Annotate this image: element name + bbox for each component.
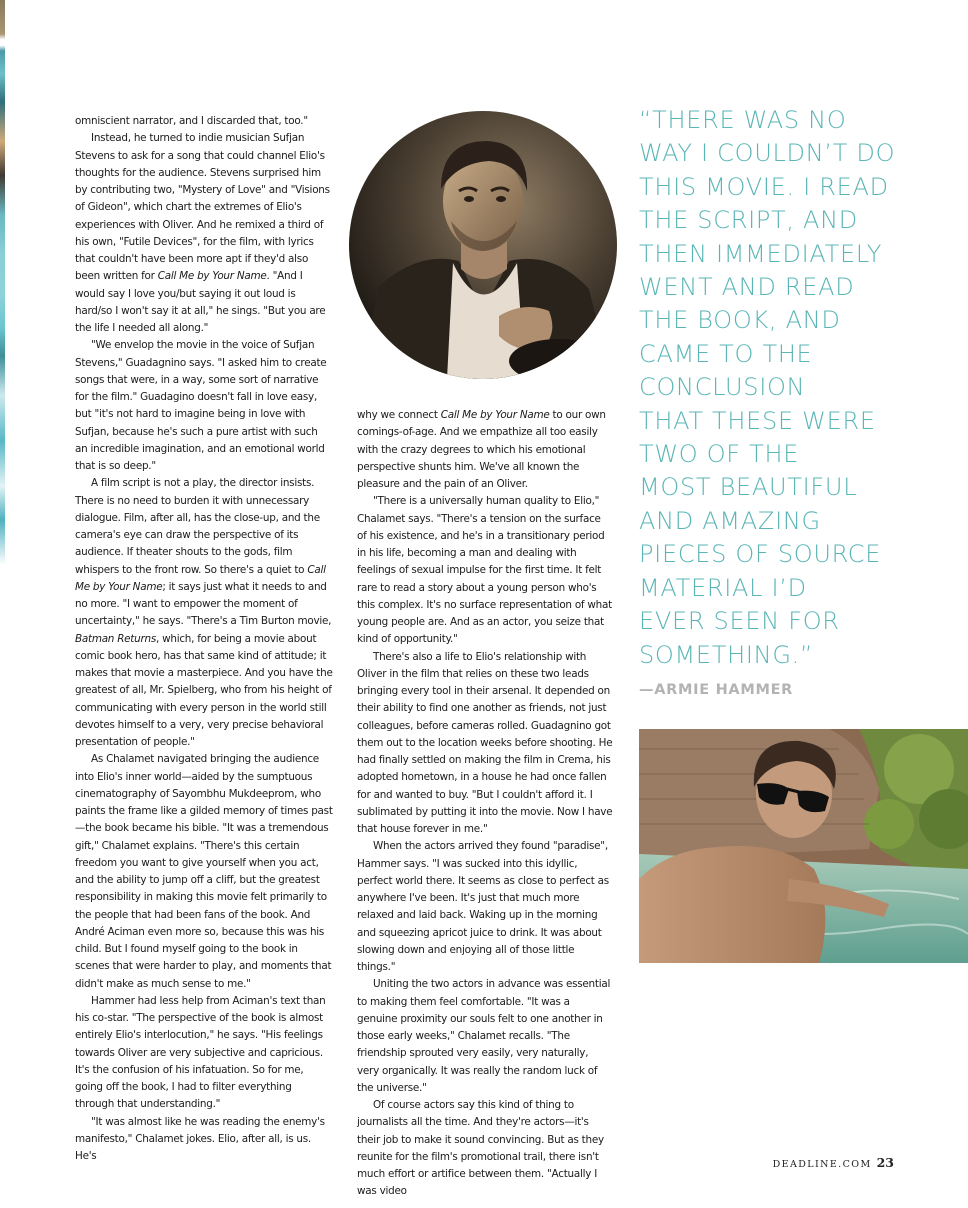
article-column-middle <box>357 407 613 1201</box>
pull-quote-line: THE SCRIPT, AND <box>639 206 858 235</box>
paragraph: Uniting the two actors in advance was essential to making them feel comfortable. "It was a genuine proximity our souls felt to one another in those early weeks," Chalamet recalls. "The friendship sprouted very easily, very naturally, very organically. It was really the random luck of the universe." <box>357 978 611 1094</box>
pull-quote-line: WAY I COULDN’T DO <box>639 139 896 168</box>
folio-site: DEADLINE.COM <box>772 1159 872 1170</box>
pull-quote-line: THE BOOK, AND <box>639 306 841 335</box>
article-column-left <box>75 113 333 1165</box>
pull-quote-line: EVER SEEN FOR <box>639 607 840 636</box>
pull-quote-line: PIECES OF SOURCE <box>639 540 882 569</box>
portrait-illustration <box>349 111 617 379</box>
pull-quote-line: “THERE WAS NO <box>639 106 847 134</box>
pull-quote-line: TWO OF THE <box>639 440 800 469</box>
pull-quote-line: WENT AND READ <box>639 273 855 302</box>
pull-quote-line: THEN IMMEDIATELY <box>639 239 883 268</box>
paragraph: As Chalamet navigated bringing the audience into Elio's inner world—aided by the sumptuous cinematography of Sayombhu Mukdeeprom, who paints the frame like a gilded memory of times past—the book became his bible. "It was a tremendous gift," Chalamet explains. "There's this certain freedom you want to give yourself when you act, and the ability to jump off a cliff, but the greatest responsibility in making this movie felt primarily to the people that had been fans of the book. And André Aciman even more so, because this was his child. But I found myself going to the book in scenes that were harder to play, and moments that didn't make as much sense to me." <box>75 753 333 990</box>
pull-quote-line: MATERIAL I’D <box>639 573 807 602</box>
paragraph: "It was almost like he was reading the enemy's manifesto," Chalamet jokes. Elio, after all, is us. He's <box>75 1115 325 1162</box>
paragraph: "There is a universally human quality to Elio," Chalamet says. "There's a tension on the surface of his existence, and he's in a transitionary period in his life, becoming a man and dealing with feelings of sexual impulse for the first time. It felt rare to read a story about a young person who's this complex. It's no surface representation of what young people are. And as an actor, you seize that kind of opportunity." <box>357 495 612 646</box>
pull-quote-line: SOMETHING.” <box>639 640 814 669</box>
pull-quote-line: MOST BEAUTIFUL <box>639 473 858 502</box>
portrait-photo-circle <box>349 111 617 379</box>
pull-quote-line: AND AMAZING <box>639 506 821 535</box>
pull-quote-line: CONCLUSION <box>639 373 806 402</box>
pull-quote <box>639 104 939 672</box>
paragraph: Hammer had less help from Aciman's text than his co-star. "The perspective of the book is almost entirely Elio's interlocution," he says. "His feelings towards Oliver are very subjective and capricious. It's the confusion of his infatuation. So for me, going off the book, I had to filter everything through that understanding." <box>75 994 326 1111</box>
paragraph: "We envelop the movie in the voice of Sufjan Stevens," Guadagnino says. "I asked him to create songs that were, in a way, some sort of narrative for the film." Guadagino doesn't fall in love easy, but "it's not hard to imagine being in love with Sufjan, because he's such a pure artist with such an incredible imagination, and an emotional world that is so deep." <box>75 339 327 472</box>
pull-quote-line: CAME TO THE <box>639 339 813 368</box>
paragraph: omniscient narrator, and I discarded that, too." <box>75 115 308 127</box>
paragraph: When the actors arrived they found "paradise", Hammer says. "I was sucked into this idyllic, perfect world there. It seems as close to perfect as anywhere I've been. It's just that much more relaxed and laid back. Waking up in the morning and squeezing apricot juice to drink. It was about slowing down and enjoying all of those little things." <box>357 840 609 973</box>
paragraph: A film script is not a play, the director insists. There is no need to burden it with unnecessary dialogue. Film, after all, has the close-up, and the camera's eye can draw the perspective of its audience. If theater shouts to the gods, film whispers to the front row. So there's a quiet to Call Me by Your Name; it says just what it needs to and no more. "I want to empower the moment of uncertainty," he says. "There's a Tim Burton movie, Batman Returns, which, for being a movie about comic book hero, has that same kind of attitude; it makes that movie a masterpiece. And you have the greatest of all, Mr. Spielberg, who from his height of communicating with every person in the world still devotes himself to a very, very precise behavioral presentation of people." <box>75 477 333 748</box>
pool-photo <box>639 729 968 963</box>
folio <box>773 1152 894 1171</box>
paragraph: Instead, he turned to indie musician Sufjan Stevens to ask for a song that could channel Elio's thoughts for the audience. Stevens surprised him by contributing two, "Mystery of Love" and "Visions of Gideon", which chart the extremes of Elio's experiences with Oliver. And he remixed a third of his own, "Futile Devices", for the film, with lyrics that couldn't have been more apt if they'd also been written for Call Me by Your Name. "And I would say I love you/but saying it out loud is hard/so I won't say it at all," he sings. "But you are the life I needed all along." <box>75 132 330 334</box>
page-number: 23 <box>876 1155 894 1170</box>
pull-quote-line: THAT THESE WERE <box>639 406 876 435</box>
paragraph: why we connect Call Me by Your Name to our own comings-of-age. And we empathize all too easily with the crazy degrees to which his emotional perspective shunts him. We've all known the pleasure and the pain of an Oliver. <box>357 409 606 490</box>
paragraph: There's also a life to Elio's relationship with Oliver in the film that relies on these two leads bringing every tool in their arsenal. It depended on their ability to find one another as friends, not just colleagues, before cameras rolled. Guadagnino got them out to the location weeks before shooting. He had finally settled on making the film in Crema, his adopted hometown, in a house he had once fallen for and wanted to buy. "But I couldn't afford it. I sublimated by putting it into the movie. Now I have that house forever in me." <box>357 650 613 835</box>
pull-quote-attribution: —ARMIE HAMMER <box>639 682 794 698</box>
pool-illustration <box>639 729 968 963</box>
adjacent-page-edge <box>0 0 5 565</box>
pull-quote-line: THIS MOVIE. I READ <box>639 172 889 201</box>
paragraph: Of course actors say this kind of thing to journalists all the time. And they're actors—it's their job to make it sound convincing. But as they reunite for the film's promotional trail, there isn't much effort or artifice between them. "Actually I was video <box>357 1099 604 1198</box>
